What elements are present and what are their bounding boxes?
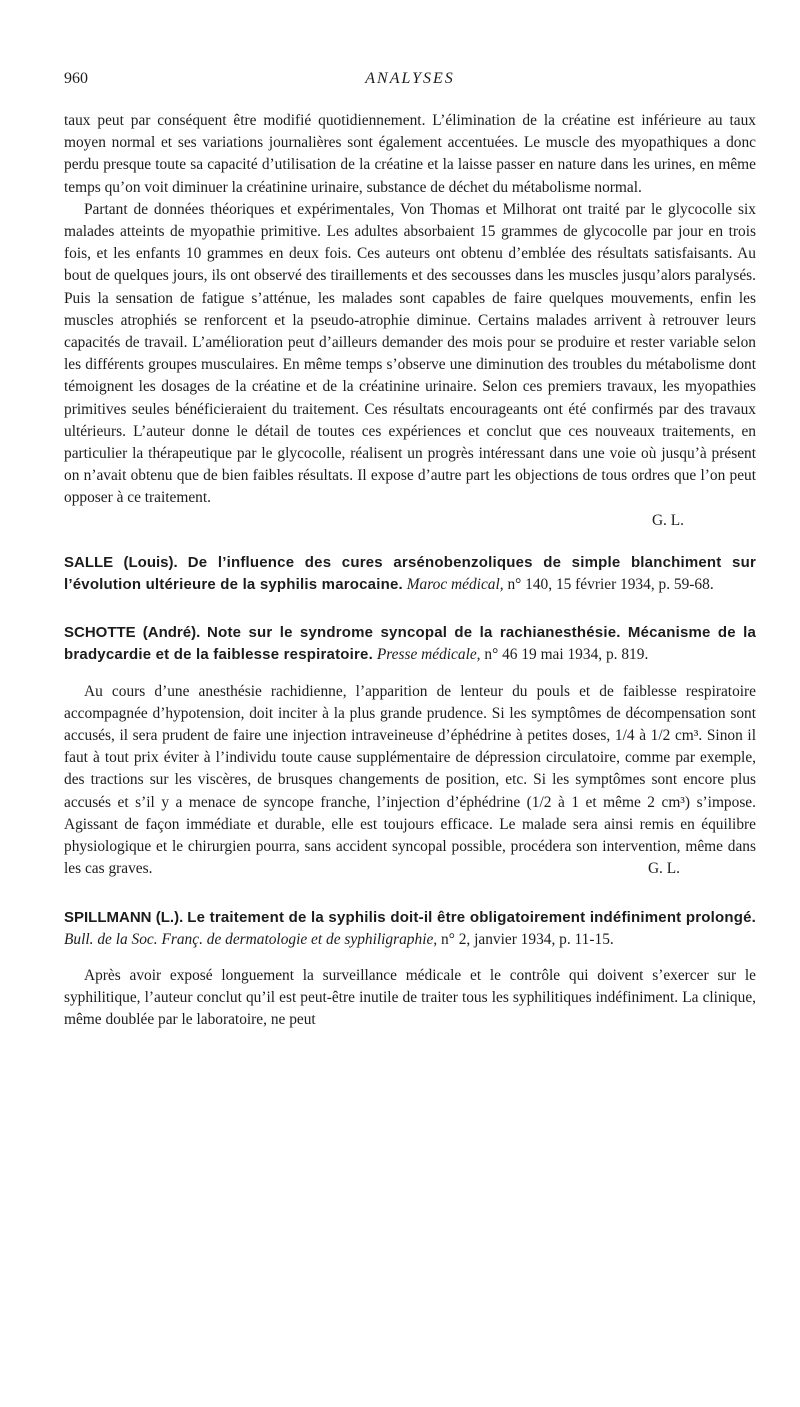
entry-journal: Bull. de la Soc. Franç. de dermatologie et de syphiligraphie, (64, 930, 438, 948)
entry-author: SALLE (Louis). (64, 553, 178, 571)
entry-author: SPILLMANN (L.). (64, 908, 184, 926)
entry-heading (64, 622, 756, 666)
review-paragraph: Partant de données théoriques et expérimentales, Von Thomas et Milhorat ont traité par le glycocolle six malades atteints de myopathie primitive. Les adultes absorbaient 15 grammes de glycocolle par jour en trois fois, et les enfants 10 grammes en deux fois. Ces auteurs ont obtenu d’emblée des résultats satisfaisants. Au bout de quelques jours, ils ont observé des tiraillements et des secousses dans les muscles jusqu’alors paralysés. Puis la sensation de fatigue s’atténue, les malades sont capables de faire quelques mouvements, enfin les muscles atrophiés se renforcent et la pseudo-atrophie diminue. Certains malades arrivent à retrouver leurs capacités de travail. L’amélioration peut d’ailleurs demander des mois pour se produire et rester variable selon les différents groupes musculaires. En même temps s’observe une diminution des troubles du métabolisme dont témoignent les dosages de la créatine et de la créatinine urinaire. Selon ces premiers travaux, les myopathies primitives seules bénéficieraient du traitement. Ces résultats encourageants ont été confirmés par des travaux ultérieurs. L’auteur donne le détail de toutes ces expériences et conclut que ces nouveaux traitements, en particulier la thérapeutique par le glycocolle, réalisent un progrès intéressant dans une voie où jusqu’à présent on n’avait obtenu que de bien faibles résultats. Il expose d’autre part les objections de tous ordres que l’on peut opposer à ce traitement. (64, 200, 756, 507)
entry-abstract-text: Au cours d’une anesthésie rachidienne, l’apparition de lenteur du pouls et de faiblesse respiratoire accompagnée d’hypotension, doit inciter à la plus grande prudence. Si les symptômes de décompensation sont accusés, il sera prudent de faire une injection intraveineuse d’éphédrine à petites doses, 1/4 à 1/2 cm³. Sinon il faut à tout prix éviter à l’individu toute cause supplémentaire de dépression circulatoire, comme par exemple, des tractions sur les viscères, de brusques changements de position, etc. Si les symptômes sont encore plus accusés et s’il y a menace de syncope franche, l’injection d’éphédrine (1/2 à 1 et même 2 cm³) s’impose. Agissant de façon immédiate et durable, elle est toujours efficace. Le malade sera ainsi remis en équilibre physiologique et le chirurgien pourra, sans accident syncopal possible, procédera son intervention, même dans les cas graves. (64, 682, 756, 878)
page (64, 0, 756, 1032)
entry-author: SCHOTTE (André). (64, 624, 201, 642)
entry-body (64, 965, 756, 1032)
entry-citation: n° 140, 15 février 1934, p. 59-68. (507, 576, 714, 594)
bibliography-entry-schotte (64, 622, 756, 880)
entry-title: De l’influence des cures arsénobenzoliques de simple blanchiment sur l’évolution ultérieure de la syphilis marocaine. (64, 553, 756, 594)
bibliography-entry-salle (64, 552, 756, 596)
page-number: 960 (64, 70, 88, 87)
review-paragraph: taux peut par conséquent être modifié quotidiennement. L’élimination de la créatine est inférieure au taux moyen normal et ses variations journalières sont également accentuées. Le muscle des myopathiques a donc perdu presque toute sa capacité d’utilisation de la créatine et la laisse passer en nature dans les urines, en même temps qu’on voit diminuer la créatinine urinaire, substance de déchet du métabolisme normal. (64, 112, 756, 196)
entry-title: Note sur le syndrome syncopal de la rachianesthésie. Mécanisme de la bradycardie et de la faiblesse respiratoire. (64, 624, 756, 664)
previous-review (64, 110, 756, 532)
entry-abstract: Après avoir exposé longuement la surveillance médicale et le contrôle qui doivent s’exercer sur le syphilitique, l’auteur conclut qu’il est peut-être inutile de traiter tous les syphilitiques indéfiniment. La clinique, même doublée par le laboratoire, ne peut (64, 966, 756, 1029)
entry-heading (64, 552, 756, 596)
review-signature: G. L. (651, 511, 684, 529)
entry-heading (64, 907, 756, 951)
entry-abstract (64, 681, 756, 881)
entry-journal: Presse médicale, (376, 646, 481, 664)
bibliography-entry-spillmann (64, 907, 756, 1032)
entry-body (64, 681, 756, 881)
running-title: ANALYSES (365, 70, 455, 87)
entry-citation: n° 2, janvier 1934, p. 11-15. (441, 930, 614, 948)
entry-signature: G. L. (647, 860, 680, 878)
entry-title: Le traitement de la syphilis doit-il être obligatoirement indéfiniment prolongé. (187, 908, 756, 926)
running-head (64, 70, 756, 100)
entry-citation: n° 46 19 mai 1934, p. 819. (484, 646, 649, 664)
entry-journal: Maroc médical, (406, 576, 504, 594)
